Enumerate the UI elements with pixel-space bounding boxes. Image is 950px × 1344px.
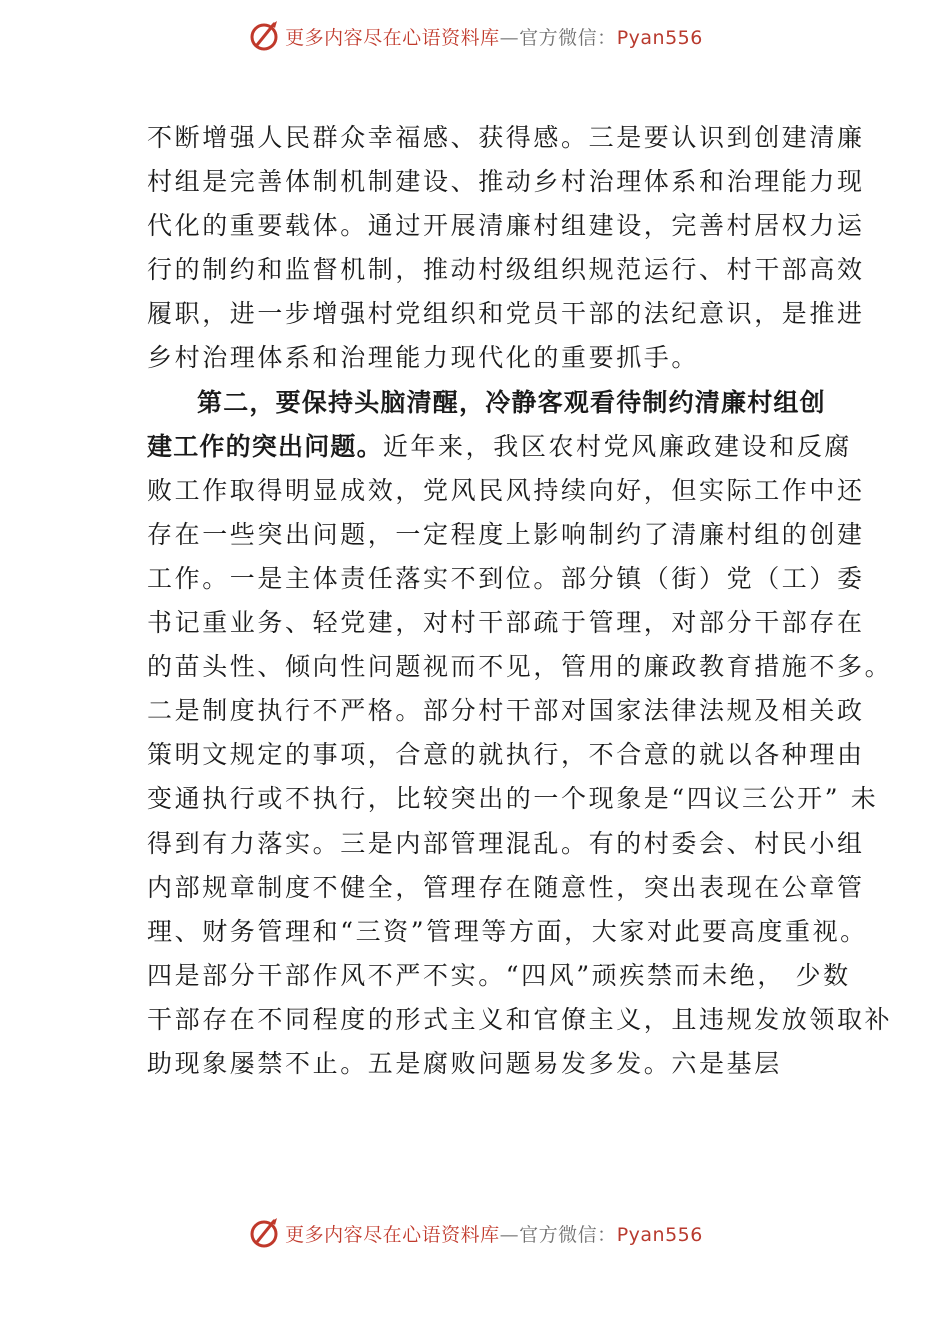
section-heading-end: 建工作的突出问题。 [147, 431, 383, 461]
header-banner-text [285, 23, 703, 50]
document-body [147, 116, 893, 1086]
header-separator: — [499, 26, 520, 49]
footer-wechat-label: 官方微信： [519, 1223, 617, 1246]
text-line: 不断增强人民群众幸福感、获得感。三是要认识到创建清廉 [147, 123, 865, 152]
text-line: 乡村治理体系和治理能力现代化的重要抓手。 [147, 343, 700, 373]
text-line: 存在一些突出问题，一定程度上影响制约了清廉村组的创建 [147, 519, 865, 549]
text-line: 四是部分干部作风不严不实。“四风”顽疾禁而未绝， 少数 [147, 960, 851, 990]
header-banner [0, 14, 950, 58]
text-line: 履职，进一步增强村党组织和党员干部的法纪意识，是推进 [147, 299, 865, 329]
footer-library-text: 更多内容尽在心语资料库 [285, 1223, 500, 1246]
section-heading-line: 第二，要保持头脑清醒，冷静客观看待制约清廉村组创 [197, 387, 826, 417]
footer-separator: — [499, 1223, 520, 1246]
footer-banner-text [285, 1220, 703, 1247]
footer-wechat-id: Pyan556 [616, 1223, 703, 1246]
text-line: 得到有力落实。三是内部管理混乱。有的村委会、村民小组 [147, 828, 865, 858]
text-line: 助现象屡禁不止。五是腐败问题易发多发。六是基层 [147, 1048, 782, 1078]
footer-banner [0, 1211, 950, 1255]
text-line: 二是制度执行不严格。部分村干部对国家法律法规及相关政 [147, 696, 865, 726]
text-segment: 近年来，我区农村党风廉政建设和反腐 [382, 431, 853, 461]
text-line: 村组是完善体制机制建设、推动乡村治理体系和治理能力现 [147, 167, 865, 197]
text-line: 工作。一是主体责任落实不到位。部分镇（街）党（工）委 [147, 563, 865, 593]
header-library-text: 更多内容尽在心语资料库 [285, 26, 500, 49]
header-wechat-label: 官方微信： [519, 26, 617, 49]
text-line: 理、财务管理和“三资”管理等方面，大家对此要高度重视。 [147, 916, 868, 946]
text-line: 败工作取得明显成效，党风民风持续向好，但实际工作中还 [147, 475, 865, 505]
text-line: 的苗头性、倾向性问题视而不见，管用的廉政教育措施不多。 [147, 652, 893, 682]
text-line: 变通执行或不执行，比较突出的一个现象是“四议三公开” 未 [147, 784, 879, 814]
text-line: 书记重业务、轻党建，对村干部疏于管理，对部分干部存在 [147, 608, 865, 638]
text-line: 干部存在不同程度的形式主义和官僚主义，且违规发放领取补 [147, 1004, 893, 1034]
text-line: 行的制约和监督机制，推动村级组织规范运行、村干部高效 [147, 255, 865, 285]
header-wechat-id: Pyan556 [616, 26, 703, 49]
text-line: 代化的重要载体。通过开展清廉村组建设，完善村居权力运 [147, 211, 865, 241]
text-line: 内部规章制度不健全，管理存在随意性，突出表现在公章管 [147, 872, 865, 902]
text-line [147, 425, 853, 469]
text-line: 策明文规定的事项，合意的就执行，不合意的就以各种理由 [147, 740, 865, 770]
brush-logo-icon [247, 19, 281, 53]
brush-logo-icon [247, 1216, 281, 1250]
